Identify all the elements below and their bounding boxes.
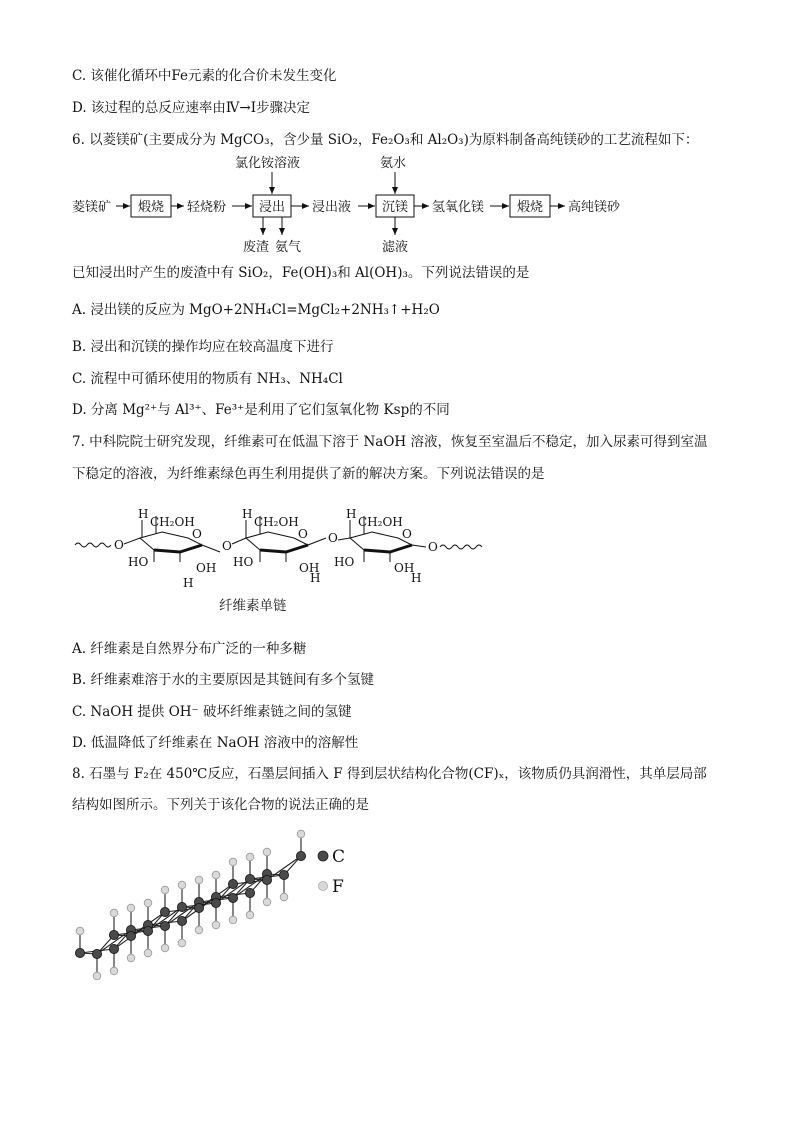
glucose-ring-3: [334, 507, 421, 585]
carbon-atom: [160, 921, 169, 930]
q7-option-d: D. 低温降低了纤维素在 NaOH 溶液中的溶解性: [72, 735, 359, 751]
cellulose-o-right: O: [428, 540, 438, 554]
legend-fluorine-label: F: [332, 877, 344, 897]
flow-leach-label: 浸出: [259, 200, 286, 215]
flow-calcine-1-label: 煅烧: [138, 200, 165, 215]
q7-option-a: A. 纤维素是自然界分布广泛的一种多糖: [72, 641, 307, 657]
cellulose-chain-figure: [70, 500, 490, 592]
ring2-ho: HO: [233, 555, 254, 569]
ring3-ho: HO: [334, 555, 355, 569]
flow-light-powder: 轻烧粉: [187, 200, 227, 215]
carbon-atom: [296, 851, 305, 860]
q7-option-c: C. NaOH 提供 OH⁻ 破坏纤维素链之间的氢键: [72, 704, 352, 720]
carbon-atom: [211, 898, 220, 907]
fluorine-atom: [144, 949, 152, 957]
q7-option-b: B. 纤维素难溶于水的主要原因是其链间有多个氢键: [72, 672, 375, 688]
ring3-ch2oh: CH₂OH: [358, 515, 403, 529]
carbon-atom: [279, 870, 288, 879]
carbon-atom: [245, 874, 254, 883]
fluorine-atom: [178, 881, 186, 889]
carbon-atom: [143, 926, 152, 935]
carbon-atom: [194, 903, 203, 912]
ring1-h-bottom: H: [183, 576, 194, 590]
fluorine-atom: [229, 916, 237, 924]
fluorine-atom: [93, 972, 101, 980]
ring1-oh: OH: [196, 561, 217, 575]
q6-flowchart: [60, 155, 680, 258]
flow-leach-ammonia: 氨气: [275, 240, 302, 255]
fluorine-atom: [229, 858, 237, 866]
ring1-ch2oh: CH₂OH: [150, 515, 195, 529]
fluorine-atom: [212, 921, 220, 929]
flow-filtrate: 滤液: [382, 240, 409, 255]
cellulose-caption: 纤维素单链: [219, 598, 287, 614]
legend-fluorine-dot: [319, 882, 328, 891]
carbon-atom: [245, 888, 254, 897]
flow-raw-material: 菱镁矿: [72, 200, 112, 215]
fluorine-atom: [144, 899, 152, 907]
fluorine-atom: [246, 911, 254, 919]
ring3-h-top: H: [346, 507, 357, 521]
q6-note: 已知浸出时产生的废渣中有 SiO₂，Fe(OH)₃和 Al(OH)₃。下列说法错误的是: [72, 265, 530, 281]
q6-option-a: A. 浸出镁的反应为 MgO+2NH₄Cl=MgCl₂+2NH₃↑+H₂O: [72, 302, 440, 318]
fluorine-atom: [127, 904, 135, 912]
q6-option-b: B. 浸出和沉镁的操作均应在较高温度下进行: [72, 339, 334, 355]
cellulose-o-link-1: O: [222, 539, 232, 553]
flow-calcine-2-label: 煅烧: [517, 200, 544, 215]
q5-option-c: C. 该催化循环中Fe元素的化合价未发生变化: [72, 68, 337, 84]
fluorine-atom: [246, 853, 254, 861]
fluorine-atom: [195, 876, 203, 884]
carbon-atom: [177, 916, 186, 925]
ring2-h-bottom: H: [310, 571, 321, 585]
carbon-atom: [160, 907, 169, 916]
cf-legend: [312, 843, 372, 898]
flow-leachate: 浸出液: [312, 200, 352, 215]
legend-carbon-label: C: [332, 847, 346, 867]
carbon-atom: [92, 949, 101, 958]
q6-option-d: D. 分离 Mg²⁺与 Al³⁺、Fe³⁺是利用了它们氢氧化物 Ksp的不同: [72, 402, 450, 418]
flow-precipitate-label: 沉镁: [382, 200, 409, 215]
ring3-oh: OH: [394, 561, 415, 575]
q8-stem-line-2: 结构如图所示。下列关于该化合物的说法正确的是: [72, 797, 369, 813]
q6-option-c: C. 流程中可循环使用的物质有 NH₃、NH₄Cl: [72, 371, 343, 387]
fluorine-atom: [280, 893, 288, 901]
carbon-atom: [75, 948, 84, 957]
fluorine-atom: [263, 898, 271, 906]
carbon-atom: [126, 931, 135, 940]
ring1-h-top: H: [138, 507, 149, 521]
ring2-oh: OH: [299, 561, 320, 575]
carbon-atom: [262, 875, 271, 884]
glucose-ring-2: [233, 507, 320, 585]
fluorine-atom: [297, 830, 305, 838]
flow-mg-hydroxide: 氢氧化镁: [432, 200, 485, 215]
fluorine-atom: [212, 871, 220, 879]
cellulose-o-link-2: O: [328, 531, 338, 545]
fluorine-atom: [178, 939, 186, 947]
fluorine-atom: [110, 967, 118, 975]
cellulose-o-left: O: [114, 538, 124, 552]
ring3-ring-o: O: [402, 527, 412, 541]
fluorine-atom: [76, 927, 84, 935]
carbon-atom: [177, 902, 186, 911]
q7-stem-line-2: 下稳定的溶液，为纤维素绿色再生利用提供了新的解决方案。下列说法错误的是: [72, 466, 545, 482]
ring3-h-bottom: H: [411, 571, 422, 585]
carbon-atom: [109, 930, 118, 939]
q6-stem: 6. 以菱镁矿(主要成分为 MgCO₃，含少量 SiO₂，Fe₂O₃和 Al₂O₃)为原料制备高纯镁砂的工艺流程如下：: [72, 132, 699, 148]
ring2-h-top: H: [242, 507, 253, 521]
carbon-atom: [228, 893, 237, 902]
ring2-ch2oh: CH₂OH: [254, 515, 299, 529]
q7-stem-line-1: 7. 中科院院士研究发现，纤维素可在低温下溶于 NaOH 溶液，恢复至室温后不稳定，加入尿素可得到室温: [72, 434, 708, 450]
legend-carbon-dot: [318, 851, 328, 861]
fluorine-atom: [110, 909, 118, 917]
flow-leach-residue: 废渣: [243, 240, 270, 255]
flow-precipitate-input: 氨水: [380, 156, 407, 171]
carbon-atom: [228, 879, 237, 888]
fluorine-atom: [127, 954, 135, 962]
glucose-ring-1: [128, 507, 216, 590]
ring1-ring-o: O: [192, 527, 202, 541]
fluorine-atom: [161, 886, 169, 894]
q8-stem-line-1: 8. 石墨与 F₂在 450℃反应，石墨层间插入 F 得到层状结构化合物(CF)ₓ，该物质仍具润滑性，其单层局部: [72, 766, 707, 782]
carbon-atom: [109, 944, 118, 953]
ring2-ring-o: O: [298, 527, 308, 541]
fluorine-atom: [263, 848, 271, 856]
fluorine-atom: [161, 944, 169, 952]
fluorine-atom: [195, 926, 203, 934]
flow-product: 高纯镁砂: [568, 200, 621, 215]
cf-atoms: [75, 830, 305, 980]
q5-option-d: D. 该过程的总反应速率由Ⅳ→Ⅰ步骤决定: [72, 100, 311, 116]
flow-leach-input: 氯化铵溶液: [235, 156, 301, 171]
ring1-ho: HO: [128, 555, 149, 569]
